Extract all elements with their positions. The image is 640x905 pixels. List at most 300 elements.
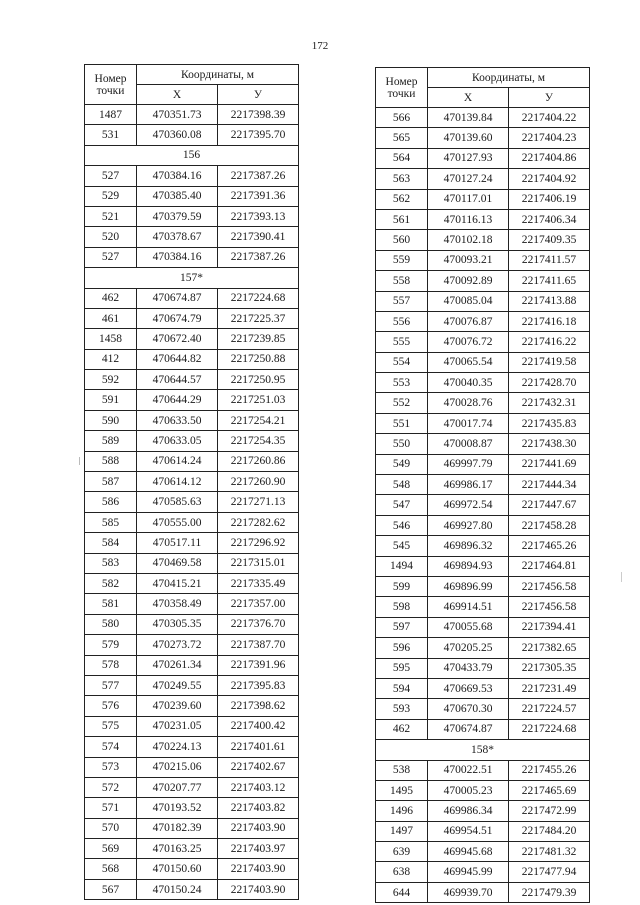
x-coordinate-cell: 470305.35	[137, 614, 218, 634]
table-row	[85, 247, 299, 267]
y-coordinate-cell: 2217435.83	[509, 413, 590, 433]
table-row	[85, 839, 299, 859]
y-coordinate-cell: 2217395.70	[218, 125, 299, 145]
point-number-cell: 462	[376, 719, 428, 739]
point-number-cell: 550	[376, 434, 428, 454]
y-coordinate-cell: 2217224.68	[218, 288, 299, 308]
y-column-header: У	[218, 85, 299, 105]
x-coordinate-cell: 470040.35	[428, 373, 509, 393]
table-row	[85, 431, 299, 451]
x-coordinate-cell: 470644.82	[137, 349, 218, 369]
table-row	[85, 105, 299, 125]
point-number-cell: 1496	[376, 801, 428, 821]
y-coordinate-cell: 2217481.32	[509, 842, 590, 862]
y-coordinate-cell: 2217224.57	[509, 699, 590, 719]
point-number-cell: 1494	[376, 556, 428, 576]
point-number-cell: 521	[85, 206, 137, 226]
x-coordinate-cell: 470385.40	[137, 186, 218, 206]
point-number-cell: 575	[85, 716, 137, 736]
table-row	[376, 821, 590, 841]
point-number-cell: 580	[85, 614, 137, 634]
x-coordinate-cell: 470163.25	[137, 839, 218, 859]
point-number-cell: 553	[376, 373, 428, 393]
table-row	[376, 699, 590, 719]
point-number-cell: 591	[85, 390, 137, 410]
y-coordinate-cell: 2217401.61	[218, 737, 299, 757]
x-column-header: X	[137, 85, 218, 105]
y-coordinate-cell: 2217254.35	[218, 431, 299, 451]
y-coordinate-cell: 2217404.92	[509, 169, 590, 189]
x-coordinate-cell: 470017.74	[428, 413, 509, 433]
x-coordinate-cell: 469914.51	[428, 597, 509, 617]
section-label: 156	[85, 145, 299, 165]
y-coordinate-cell: 2217254.21	[218, 410, 299, 430]
table-row	[376, 332, 590, 352]
x-coordinate-cell: 470633.50	[137, 410, 218, 430]
table-row	[376, 291, 590, 311]
table-row	[376, 250, 590, 270]
table-row	[376, 678, 590, 698]
coordinates-table-left	[84, 64, 299, 900]
y-coordinate-cell: 2217250.95	[218, 370, 299, 390]
point-number-cell: 563	[376, 169, 428, 189]
table-row	[376, 189, 590, 209]
point-number-cell: 546	[376, 515, 428, 535]
y-coordinate-cell: 2217411.57	[509, 250, 590, 270]
y-coordinate-cell: 2217416.18	[509, 311, 590, 331]
table-row	[85, 696, 299, 716]
point-number-cell: 567	[85, 879, 137, 899]
page-number: 172	[311, 40, 329, 52]
x-coordinate-cell: 470517.11	[137, 533, 218, 553]
x-coordinate-cell: 470384.16	[137, 247, 218, 267]
point-number-header-line1: Номер	[385, 75, 418, 88]
table-row	[376, 719, 590, 739]
table-row	[376, 760, 590, 780]
table-row	[376, 862, 590, 882]
point-number-cell: 552	[376, 393, 428, 413]
x-coordinate-cell: 470358.49	[137, 594, 218, 614]
point-number-cell: 557	[376, 291, 428, 311]
point-number-cell: 583	[85, 553, 137, 573]
y-coordinate-cell: 2217411.65	[509, 271, 590, 291]
y-coordinate-cell: 2217403.82	[218, 798, 299, 818]
x-coordinate-cell: 470022.51	[428, 760, 509, 780]
y-coordinate-cell: 2217409.35	[509, 230, 590, 250]
section-row	[85, 268, 299, 288]
y-coordinate-cell: 2217403.90	[218, 818, 299, 838]
y-coordinate-cell: 2217282.62	[218, 512, 299, 532]
y-coordinate-cell: 2217400.42	[218, 716, 299, 736]
point-number-cell: 593	[376, 699, 428, 719]
coordinates-table-right	[375, 67, 590, 903]
point-number-cell: 556	[376, 311, 428, 331]
table-row	[85, 675, 299, 695]
x-coordinate-cell: 470672.40	[137, 329, 218, 349]
y-coordinate-cell: 2217398.39	[218, 105, 299, 125]
x-coordinate-cell: 470224.13	[137, 737, 218, 757]
point-number-header	[376, 68, 428, 108]
scan-mark	[79, 457, 80, 465]
x-coordinate-cell: 470360.08	[137, 125, 218, 145]
table-row	[376, 495, 590, 515]
table-row	[85, 757, 299, 777]
x-coordinate-cell: 470633.05	[137, 431, 218, 451]
x-coordinate-cell: 470150.24	[137, 879, 218, 899]
y-coordinate-cell: 2217394.41	[509, 617, 590, 637]
table-row	[85, 573, 299, 593]
table-body-right	[376, 108, 590, 903]
x-coordinate-cell: 470261.34	[137, 655, 218, 675]
x-coordinate-cell: 470378.67	[137, 227, 218, 247]
section-label: 157*	[85, 268, 299, 288]
x-coordinate-cell: 470239.60	[137, 696, 218, 716]
point-number-cell: 585	[85, 512, 137, 532]
table-row	[376, 597, 590, 617]
y-coordinate-cell: 2217455.26	[509, 760, 590, 780]
y-coordinate-cell: 2217315.01	[218, 553, 299, 573]
x-coordinate-cell: 470065.54	[428, 352, 509, 372]
point-number-cell: 577	[85, 675, 137, 695]
table-row	[376, 311, 590, 331]
point-number-cell: 568	[85, 859, 137, 879]
table-row	[376, 352, 590, 372]
point-number-cell: 562	[376, 189, 428, 209]
coordinates-header: Координаты, м	[428, 68, 590, 88]
y-coordinate-cell: 2217458.28	[509, 515, 590, 535]
point-number-cell: 1495	[376, 780, 428, 800]
x-coordinate-cell: 470139.84	[428, 108, 509, 128]
x-coordinate-cell: 469894.93	[428, 556, 509, 576]
point-number-cell: 595	[376, 658, 428, 678]
x-coordinate-cell: 469972.54	[428, 495, 509, 515]
point-number-cell: 644	[376, 882, 428, 902]
x-coordinate-cell: 470644.57	[137, 370, 218, 390]
point-number-cell: 565	[376, 128, 428, 148]
x-coordinate-cell: 470249.55	[137, 675, 218, 695]
table-row	[85, 777, 299, 797]
y-coordinate-cell: 2217390.41	[218, 227, 299, 247]
point-number-cell: 574	[85, 737, 137, 757]
x-coordinate-cell: 470207.77	[137, 777, 218, 797]
table-row	[85, 716, 299, 736]
y-column-header: У	[509, 88, 590, 108]
table-row	[85, 125, 299, 145]
point-number-cell: 587	[85, 472, 137, 492]
x-coordinate-cell: 470231.05	[137, 716, 218, 736]
point-number-cell: 559	[376, 250, 428, 270]
x-coordinate-cell: 469945.68	[428, 842, 509, 862]
x-column-header: X	[428, 88, 509, 108]
point-number-cell: 592	[85, 370, 137, 390]
y-coordinate-cell: 2217479.39	[509, 882, 590, 902]
x-coordinate-cell: 469945.99	[428, 862, 509, 882]
point-number-cell: 576	[85, 696, 137, 716]
point-number-cell: 555	[376, 332, 428, 352]
coordinates-header: Координаты, м	[137, 65, 299, 85]
x-coordinate-cell: 470127.24	[428, 169, 509, 189]
table-row	[85, 472, 299, 492]
x-coordinate-cell: 469896.99	[428, 576, 509, 596]
y-coordinate-cell: 2217438.30	[509, 434, 590, 454]
table-row	[376, 801, 590, 821]
table-row	[85, 410, 299, 430]
x-coordinate-cell: 470351.73	[137, 105, 218, 125]
y-coordinate-cell: 2217403.97	[218, 839, 299, 859]
point-number-cell: 531	[85, 125, 137, 145]
point-number-cell: 597	[376, 617, 428, 637]
x-coordinate-cell: 470117.01	[428, 189, 509, 209]
y-coordinate-cell: 2217391.96	[218, 655, 299, 675]
y-coordinate-cell: 2217224.68	[509, 719, 590, 739]
table-row	[376, 434, 590, 454]
table-row	[85, 370, 299, 390]
x-coordinate-cell: 469986.17	[428, 475, 509, 495]
y-coordinate-cell: 2217404.22	[509, 108, 590, 128]
x-coordinate-cell: 470055.68	[428, 617, 509, 637]
y-coordinate-cell: 2217398.62	[218, 696, 299, 716]
x-coordinate-cell: 470674.87	[137, 288, 218, 308]
point-number-cell: 573	[85, 757, 137, 777]
table-row	[376, 108, 590, 128]
table-row	[85, 492, 299, 512]
table-row	[85, 635, 299, 655]
x-coordinate-cell: 470193.52	[137, 798, 218, 818]
point-number-cell: 586	[85, 492, 137, 512]
y-coordinate-cell: 2217447.67	[509, 495, 590, 515]
y-coordinate-cell: 2217239.85	[218, 329, 299, 349]
y-coordinate-cell: 2217456.58	[509, 576, 590, 596]
table-row	[376, 515, 590, 535]
table-row	[376, 393, 590, 413]
section-row	[376, 740, 590, 760]
x-coordinate-cell: 470469.58	[137, 553, 218, 573]
point-number-cell: 1497	[376, 821, 428, 841]
y-coordinate-cell: 2217404.86	[509, 148, 590, 168]
y-coordinate-cell: 2217296.92	[218, 533, 299, 553]
y-coordinate-cell: 2217464.81	[509, 556, 590, 576]
table-row	[85, 614, 299, 634]
table-row	[376, 475, 590, 495]
point-number-cell: 564	[376, 148, 428, 168]
y-coordinate-cell: 2217403.90	[218, 859, 299, 879]
y-coordinate-cell: 2217225.37	[218, 308, 299, 328]
table-row	[376, 271, 590, 291]
y-coordinate-cell: 2217403.12	[218, 777, 299, 797]
x-coordinate-cell: 470670.30	[428, 699, 509, 719]
y-coordinate-cell: 2217406.34	[509, 209, 590, 229]
point-number-cell: 527	[85, 166, 137, 186]
y-coordinate-cell: 2217391.36	[218, 186, 299, 206]
table-row	[376, 454, 590, 474]
table-row	[376, 128, 590, 148]
table-row	[85, 798, 299, 818]
table-row	[376, 780, 590, 800]
y-coordinate-cell: 2217271.13	[218, 492, 299, 512]
table-row	[85, 390, 299, 410]
point-number-cell: 547	[376, 495, 428, 515]
x-coordinate-cell: 470028.76	[428, 393, 509, 413]
table-row	[376, 536, 590, 556]
x-coordinate-cell: 470005.23	[428, 780, 509, 800]
x-coordinate-cell: 469986.34	[428, 801, 509, 821]
table-row	[376, 230, 590, 250]
x-coordinate-cell: 469997.79	[428, 454, 509, 474]
x-coordinate-cell: 470273.72	[137, 635, 218, 655]
point-number-cell: 594	[376, 678, 428, 698]
y-coordinate-cell: 2217465.26	[509, 536, 590, 556]
point-number-cell: 588	[85, 451, 137, 471]
y-coordinate-cell: 2217416.22	[509, 332, 590, 352]
y-coordinate-cell: 2217472.99	[509, 801, 590, 821]
table-row	[85, 166, 299, 186]
table-row	[376, 373, 590, 393]
scan-mark	[621, 572, 622, 582]
x-coordinate-cell: 470585.63	[137, 492, 218, 512]
point-number-header-line1: Номер	[94, 72, 127, 85]
table-row	[376, 842, 590, 862]
point-number-cell: 461	[85, 308, 137, 328]
point-number-cell: 581	[85, 594, 137, 614]
table-row	[376, 576, 590, 596]
point-number-cell: 1458	[85, 329, 137, 349]
y-coordinate-cell: 2217382.65	[509, 638, 590, 658]
y-coordinate-cell: 2217335.49	[218, 573, 299, 593]
table-row	[376, 617, 590, 637]
table-row	[85, 818, 299, 838]
y-coordinate-cell: 2217444.34	[509, 475, 590, 495]
table-row	[376, 148, 590, 168]
table-row	[376, 556, 590, 576]
x-coordinate-cell: 470669.53	[428, 678, 509, 698]
table-row	[376, 638, 590, 658]
y-coordinate-cell: 2217406.19	[509, 189, 590, 209]
x-coordinate-cell: 470555.00	[137, 512, 218, 532]
table-row	[85, 308, 299, 328]
point-number-cell: 558	[376, 271, 428, 291]
y-coordinate-cell: 2217402.67	[218, 757, 299, 777]
x-coordinate-cell: 470644.29	[137, 390, 218, 410]
point-number-cell: 572	[85, 777, 137, 797]
x-coordinate-cell: 470008.87	[428, 434, 509, 454]
x-coordinate-cell: 470085.04	[428, 291, 509, 311]
y-coordinate-cell: 2217413.88	[509, 291, 590, 311]
point-number-header	[85, 65, 137, 105]
point-number-cell: 599	[376, 576, 428, 596]
point-number-cell: 569	[85, 839, 137, 859]
y-coordinate-cell: 2217465.69	[509, 780, 590, 800]
x-coordinate-cell: 469927.80	[428, 515, 509, 535]
y-coordinate-cell: 2217231.49	[509, 678, 590, 698]
x-coordinate-cell: 470415.21	[137, 573, 218, 593]
x-coordinate-cell: 470102.18	[428, 230, 509, 250]
x-coordinate-cell: 470215.06	[137, 757, 218, 777]
x-coordinate-cell: 470674.79	[137, 308, 218, 328]
x-coordinate-cell: 470614.12	[137, 472, 218, 492]
point-number-cell: 596	[376, 638, 428, 658]
point-number-cell: 1487	[85, 105, 137, 125]
y-coordinate-cell: 2217432.31	[509, 393, 590, 413]
point-number-cell: 412	[85, 349, 137, 369]
point-number-cell: 639	[376, 842, 428, 862]
table-row	[376, 882, 590, 902]
x-coordinate-cell: 470205.25	[428, 638, 509, 658]
point-number-cell: 529	[85, 186, 137, 206]
point-number-cell: 589	[85, 431, 137, 451]
point-number-cell: 554	[376, 352, 428, 372]
table-row	[376, 658, 590, 678]
x-coordinate-cell: 469896.32	[428, 536, 509, 556]
y-coordinate-cell: 2217357.00	[218, 594, 299, 614]
table-row	[85, 859, 299, 879]
x-coordinate-cell: 470379.59	[137, 206, 218, 226]
table-row	[85, 186, 299, 206]
y-coordinate-cell: 2217404.23	[509, 128, 590, 148]
table-row	[85, 206, 299, 226]
point-number-cell: 570	[85, 818, 137, 838]
table-row	[85, 533, 299, 553]
table-row	[376, 169, 590, 189]
y-coordinate-cell: 2217260.90	[218, 472, 299, 492]
y-coordinate-cell: 2217456.58	[509, 597, 590, 617]
point-number-cell: 545	[376, 536, 428, 556]
point-number-cell: 548	[376, 475, 428, 495]
x-coordinate-cell: 470182.39	[137, 818, 218, 838]
x-coordinate-cell: 470384.16	[137, 166, 218, 186]
table-row	[85, 329, 299, 349]
y-coordinate-cell: 2217376.70	[218, 614, 299, 634]
x-coordinate-cell: 470076.87	[428, 311, 509, 331]
y-coordinate-cell: 2217250.88	[218, 349, 299, 369]
point-number-cell: 538	[376, 760, 428, 780]
table-row	[85, 594, 299, 614]
y-coordinate-cell: 2217403.90	[218, 879, 299, 899]
y-coordinate-cell: 2217395.83	[218, 675, 299, 695]
table-row	[376, 209, 590, 229]
point-number-header-line2: точки	[96, 84, 125, 97]
table-row	[85, 553, 299, 573]
x-coordinate-cell: 470433.79	[428, 658, 509, 678]
y-coordinate-cell: 2217484.20	[509, 821, 590, 841]
point-number-cell: 571	[85, 798, 137, 818]
point-number-cell: 598	[376, 597, 428, 617]
point-number-cell: 551	[376, 413, 428, 433]
point-number-cell: 584	[85, 533, 137, 553]
table-row	[85, 451, 299, 471]
table-row	[85, 655, 299, 675]
point-number-cell: 579	[85, 635, 137, 655]
y-coordinate-cell: 2217441.69	[509, 454, 590, 474]
x-coordinate-cell: 470139.60	[428, 128, 509, 148]
point-number-header-line2: точки	[387, 87, 416, 100]
x-coordinate-cell: 470614.24	[137, 451, 218, 471]
x-coordinate-cell: 470076.72	[428, 332, 509, 352]
table-row	[85, 227, 299, 247]
point-number-cell: 560	[376, 230, 428, 250]
x-coordinate-cell: 470116.13	[428, 209, 509, 229]
y-coordinate-cell: 2217428.70	[509, 373, 590, 393]
point-number-cell: 590	[85, 410, 137, 430]
point-number-cell: 462	[85, 288, 137, 308]
x-coordinate-cell: 470674.87	[428, 719, 509, 739]
y-coordinate-cell: 2217305.35	[509, 658, 590, 678]
y-coordinate-cell: 2217387.70	[218, 635, 299, 655]
x-coordinate-cell: 470127.93	[428, 148, 509, 168]
table-row	[85, 288, 299, 308]
point-number-cell: 638	[376, 862, 428, 882]
x-coordinate-cell: 469954.51	[428, 821, 509, 841]
section-label: 158*	[376, 740, 590, 760]
